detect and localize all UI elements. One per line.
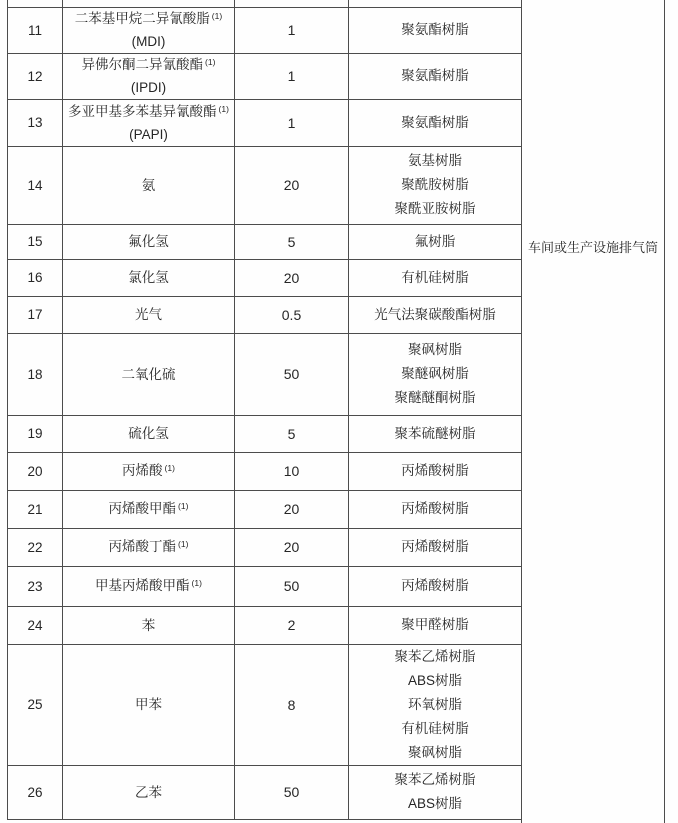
resin-type: 环氧树脂: [408, 696, 462, 712]
row-number: 25: [27, 697, 43, 712]
footnote-marker: (1): [205, 57, 216, 67]
limit-value-cell: [235, 224, 349, 259]
limit-value: 50: [283, 578, 300, 594]
limit-value-cell: [235, 566, 349, 606]
limit-value: 0.5: [281, 306, 302, 323]
row-number: 16: [27, 270, 43, 285]
limit-value: 20: [283, 177, 300, 193]
pollutant-name-cell: [63, 528, 235, 566]
pollutant-name: [63, 782, 234, 803]
resin-type-cell: [349, 566, 522, 606]
pollutant-name-text: 氨: [141, 177, 156, 193]
partial-cell: [8, 0, 63, 7]
pollutant-name-text: 丙烯酸甲酯: [108, 500, 177, 516]
bottom-strip: [8, 819, 522, 823]
pollutant-abbreviation: (MDI): [131, 34, 166, 49]
limit-value-cell: [235, 99, 349, 146]
limit-value: 1: [287, 114, 296, 131]
limit-value-cell: [235, 259, 349, 296]
resin-type: 氟树脂: [414, 233, 456, 249]
resin-type-cell: [349, 99, 522, 146]
pollutant-name-text: 二苯基甲烷二异氰酸脂: [74, 11, 210, 26]
pollutant-name-text: 甲苯: [135, 697, 162, 712]
row-number-cell: [8, 490, 63, 528]
pollutant-name-cell: [63, 566, 235, 606]
row-number-cell: [8, 566, 63, 606]
limit-value-cell: [235, 415, 349, 452]
resin-type-cell: [349, 644, 522, 765]
pollutant-name: [63, 175, 234, 196]
partial-cell: [349, 0, 522, 7]
limit-value-cell: [235, 452, 349, 490]
row-number-cell: [8, 259, 63, 296]
pollutant-abbreviation: (IPDI): [130, 80, 167, 95]
resin-type-cell: [349, 146, 522, 224]
pollutant-name: [63, 231, 234, 252]
pollutant-name: [63, 54, 234, 77]
pollutant-name-text: 氟化氢: [128, 234, 169, 249]
pollutant-name-text: 乙苯: [135, 784, 162, 800]
row-number: 24: [27, 617, 43, 633]
pollutant-name-text: 丙烯酸丁酯: [108, 538, 177, 554]
row-number-cell: [8, 7, 63, 53]
row-number-cell: [8, 296, 63, 333]
resin-type: 聚醚醚酮树脂: [394, 390, 476, 405]
resin-type-cell: [349, 333, 522, 415]
outlet-cell: [522, 0, 665, 823]
pollutant-name: [63, 575, 234, 598]
row-number-cell: [8, 99, 63, 146]
pollutant-name-cell: [63, 644, 235, 765]
partial-cell: [63, 0, 235, 7]
pollutant-name-text: 光气: [135, 307, 162, 322]
limit-value: 2: [287, 617, 296, 633]
partial-cell: [235, 0, 349, 7]
resin-type: ABS树脂: [407, 672, 462, 688]
resin-type: 丙烯酸树脂: [401, 539, 469, 554]
resin-type-cell: [349, 528, 522, 566]
row-number-cell: [8, 528, 63, 566]
row-number-cell: [8, 606, 63, 644]
row-number: 19: [27, 426, 43, 441]
limit-value-cell: [235, 765, 349, 819]
footnote-marker: (1): [164, 462, 175, 473]
row-number: 17: [27, 307, 43, 322]
resin-type-cell: [349, 224, 522, 259]
footnote-marker: (1): [178, 500, 189, 511]
pollutant-name-text: 苯: [141, 617, 156, 633]
pollutant-name-cell: [63, 333, 235, 415]
resin-type-cell: [349, 259, 522, 296]
resin-type-cell: [349, 452, 522, 490]
pollutant-name-cell: [63, 296, 235, 333]
resin-type: 丙烯酸树脂: [401, 501, 469, 516]
resin-type-cell: [349, 53, 522, 99]
footnote-marker: (1): [191, 577, 202, 588]
limit-value: 20: [283, 539, 300, 555]
row-number-cell: [8, 333, 63, 415]
pollutant-name-text: 异佛尔酮二异氰酸酯: [81, 57, 204, 72]
row-number: 26: [27, 784, 43, 800]
resin-type: 聚苯硫醚树脂: [394, 425, 476, 441]
resin-type: 聚氨酯树脂: [401, 22, 469, 37]
resin-type: 氨基树脂: [408, 153, 462, 168]
pollutant-name: [63, 101, 234, 124]
row-number-cell: [8, 452, 63, 490]
resin-type: 光气法聚碳酸酯树脂: [374, 306, 496, 322]
pollutant-name-cell: [63, 7, 235, 53]
row-number: 21: [27, 501, 43, 517]
pollutant-name-cell: [63, 146, 235, 224]
pollutant-name-cell: [63, 99, 235, 146]
resin-type-cell: [349, 490, 522, 528]
pollutant-name: [63, 460, 234, 483]
pollutant-name-text: 硫化氢: [128, 426, 169, 441]
row-number: 14: [27, 177, 43, 193]
limit-value: 1: [287, 68, 296, 84]
limit-value-cell: [235, 146, 349, 224]
footnote-marker: (1): [211, 11, 223, 21]
row-number: 22: [27, 539, 43, 555]
limit-value: 10: [283, 463, 300, 479]
limit-value-cell: [235, 528, 349, 566]
resin-type: ABS树脂: [407, 796, 462, 811]
resin-type: 聚醚砜树脂: [401, 366, 469, 381]
resin-type: 丙烯酸树脂: [401, 463, 469, 478]
limit-value-cell: [235, 606, 349, 644]
row-number-cell: [8, 53, 63, 99]
row-number: 15: [27, 234, 43, 249]
resin-type: 聚砜树脂: [408, 744, 462, 760]
pollutant-name: [63, 267, 234, 288]
pollutant-name: [63, 694, 234, 715]
pollutant-name-cell: [63, 452, 235, 490]
resin-type: 有机硅树脂: [401, 720, 469, 736]
limit-value: 50: [283, 366, 300, 382]
limit-value-cell: [235, 644, 349, 765]
footnote-marker: (1): [178, 538, 189, 549]
pollutant-name-cell: [63, 415, 235, 452]
row-number: 12: [27, 68, 43, 84]
resin-type: 聚苯乙烯树脂: [394, 648, 476, 664]
row-number: 20: [27, 463, 43, 479]
resin-type: 聚氨酯树脂: [401, 114, 469, 130]
resin-type: 聚甲醛树脂: [401, 617, 469, 632]
outlet-label: 车间或生产设施排气筒: [527, 240, 658, 255]
pollutant-name: [63, 536, 234, 559]
emission-limits-table: [7, 0, 665, 823]
limit-value: 1: [287, 22, 296, 38]
pollutant-name-text: 多亚甲基多苯基异氰酸酯: [68, 103, 217, 119]
resin-type-cell: [349, 296, 522, 333]
pollutant-name: [63, 423, 234, 444]
pollutant-abbreviation: (PAPI): [129, 126, 168, 142]
row-number: 13: [27, 115, 43, 130]
pollutant-name-cell: [63, 490, 235, 528]
pollutant-name: [63, 8, 234, 31]
resin-type: 聚氨酯树脂: [401, 68, 469, 83]
limit-value-cell: [235, 53, 349, 99]
pollutant-name-text: 甲基丙烯酸甲酯: [95, 577, 190, 593]
pollutant-name-cell: [63, 765, 235, 819]
row-number: 23: [27, 578, 43, 594]
row-number: 11: [27, 22, 42, 38]
limit-value-cell: [235, 490, 349, 528]
resin-type: 聚酰胺树脂: [401, 177, 469, 192]
resin-type: 聚苯乙烯树脂: [394, 772, 476, 787]
limit-value: 5: [287, 425, 296, 442]
resin-type-cell: [349, 415, 522, 452]
partial-row: [8, 0, 665, 7]
pollutant-name-cell: [63, 606, 235, 644]
row-number-cell: [8, 765, 63, 819]
resin-type-cell: [349, 765, 522, 819]
pollutant-name-cell: [63, 224, 235, 259]
row-number-cell: [8, 644, 63, 765]
limit-value: 8: [287, 696, 296, 713]
resin-type: 丙烯酸树脂: [401, 578, 469, 593]
pollutant-name-cell: [63, 259, 235, 296]
pollutant-name-text: 丙烯酸: [122, 462, 163, 478]
footnote-marker: (1): [218, 103, 229, 114]
resin-type-cell: [349, 606, 522, 644]
resin-type: 有机硅树脂: [401, 269, 469, 285]
limit-value-cell: [235, 296, 349, 333]
row-number-cell: [8, 146, 63, 224]
row-number-cell: [8, 224, 63, 259]
resin-type: 聚酰亚胺树脂: [394, 201, 476, 216]
row-number-cell: [8, 415, 63, 452]
pollutant-name-text: 二氧化硫: [121, 366, 176, 382]
limit-value: 50: [283, 784, 300, 800]
pollutant-name: [63, 615, 234, 636]
limit-value-cell: [235, 7, 349, 53]
limit-value-cell: [235, 333, 349, 415]
pollutant-name-text: 氯化氢: [128, 270, 169, 285]
resin-type: 聚砜树脂: [408, 342, 462, 357]
pollutant-name: [63, 498, 234, 521]
pollutant-name: [63, 364, 234, 385]
limit-value: 5: [287, 233, 296, 250]
resin-type-cell: [349, 7, 522, 53]
row-number: 18: [27, 366, 43, 382]
limit-value: 20: [283, 501, 300, 517]
pollutant-name: [63, 304, 234, 325]
pollutant-name-cell: [63, 53, 235, 99]
limit-value: 20: [283, 269, 300, 286]
